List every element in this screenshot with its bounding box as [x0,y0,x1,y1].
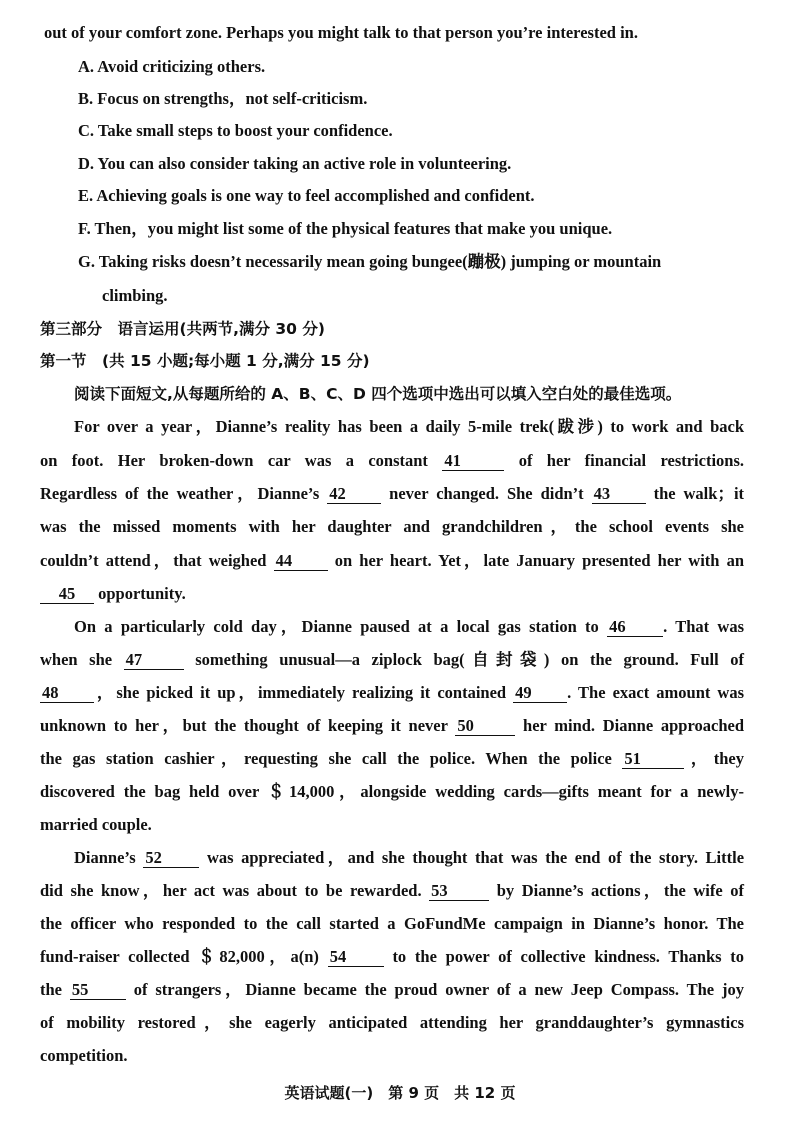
passage-text: something unusual—a ziplock bag(自封袋) on the ground. Full of [195,650,745,669]
passage-text: . That was [663,617,745,636]
passage-line [40,946,744,968]
blank-51: 51 [622,750,684,769]
passage-text: ，she picked it up，immediately realizing it contained [94,683,507,702]
passage-text: unknown to her，but the thought of keeping it never [40,716,448,735]
passage-text: On a particularly cold day，Dianne paused at a local gas station to [74,617,599,636]
blank-46: 46 [607,618,663,637]
blank-44: 44 [274,552,328,571]
passage-text: the [40,980,62,999]
continuation-line: out of your comfort zone. Perhaps you might talk to that person you’re interested in. [44,23,638,42]
passage-text: opportunity. [98,584,186,603]
passage-line [40,450,744,472]
passage-text: Regardless of the weather，Dianne’s [40,484,320,503]
passage-text: couldn’t attend，that weighed [40,551,267,570]
passage-line: of mobility restored，she eagerly anticipated attending her granddaughter’s gymnastics [40,1013,744,1032]
passage-line: was the missed moments with her daughter and grandchildren，the school events she [40,517,744,536]
passage-text: . The exact amount was [567,683,745,702]
blank-48: 48 [40,684,94,703]
option-g: G. Taking risks doesn’t necessarily mean going bungee(蹦极) jumping or mountain [78,252,662,271]
passage-line [40,649,744,671]
passage-line: For over a year，Dianne’s reality has been a daily 5-mile trek(跋涉) to work and back [74,417,744,436]
option-f: F. Then，you might list some of the physical features that make you unique. [78,219,613,238]
passage-line: married couple. [40,815,152,834]
passage-text: was appreciated，and she thought that was the end of the story. Little [206,848,745,867]
passage-text: by Dianne’s actions，the wife of [496,881,745,900]
passage-line [74,616,744,638]
passage-text: fund-raiser collected ＄82,000，a(n) [40,947,319,966]
passage-text: her mind. Dianne approached [523,716,745,735]
passage-text: on her heart. Yet，late January presented her with an [334,551,744,570]
passage-line [40,550,744,572]
passage-text: Dianne’s [74,848,136,867]
passage-text: the walk；it [653,484,745,503]
section-title: 第一节 (共 15 小题;每小题 1 分,满分 15 分) [40,352,370,370]
passage-line: the officer who responded to the call started a GoFundMe campaign in Dianne’s honor. The [40,914,744,933]
passage-line [40,880,744,902]
blank-54: 54 [328,948,384,967]
passage-line: discovered the bag held over ＄14,000，alongside wedding cards—gifts meant for a newly- [40,782,744,801]
passage-line [40,979,744,1001]
option-g-cont: climbing. [102,286,168,305]
blank-47: 47 [124,651,184,670]
part-title: 第三部分 语言运用(共两节,满分 30 分) [40,320,325,338]
passage-text: of strangers，Dianne became the proud owner of a new Jeep Compass. The joy [133,980,744,999]
option-e: E. Achieving goals is one way to feel accomplished and confident. [78,186,535,205]
blank-45: 45 [40,585,94,604]
passage-line: competition. [40,1046,128,1065]
passage-text: did she know，her act was about to be rewarded. [40,881,422,900]
passage-line [40,483,744,505]
blank-41: 41 [442,452,504,471]
blank-42: 42 [327,485,381,504]
blank-49: 49 [513,684,567,703]
option-c: C. Take small steps to boost your confidence. [78,121,393,140]
option-d: D. You can also consider taking an active role in volunteering. [78,154,512,173]
passage-line [40,682,744,704]
blank-43: 43 [592,485,646,504]
passage-text: of her financial restrictions. [518,451,745,470]
instruction: 阅读下面短文,从每题所给的 A、B、C、D 四个选项中选出可以填入空白处的最佳选项。 [74,385,682,403]
passage-text: never changed. She didn’t [389,484,584,503]
passage-text: on foot. Her broken-down car was a constant [40,451,428,470]
passage-line [40,748,744,770]
option-a: A. Avoid criticizing others. [78,57,266,76]
passage-line [74,847,744,869]
option-b: B. Focus on strengths，not self-criticism. [78,89,368,108]
passage-text: ，they [684,749,744,768]
passage-text: the gas station cashier，requesting she call the police. When the police [40,749,612,768]
blank-52: 52 [143,849,199,868]
blank-55: 55 [70,981,126,1000]
blank-50: 50 [455,717,515,736]
passage-line [40,583,800,605]
page-footer: 英语试题(一) 第 9 页 共 12 页 [284,1084,516,1102]
passage-text: to the power of collective kindness. Thanks to [392,947,745,966]
passage-text: when she [40,650,113,669]
passage-line [40,715,744,737]
blank-53: 53 [429,882,489,901]
